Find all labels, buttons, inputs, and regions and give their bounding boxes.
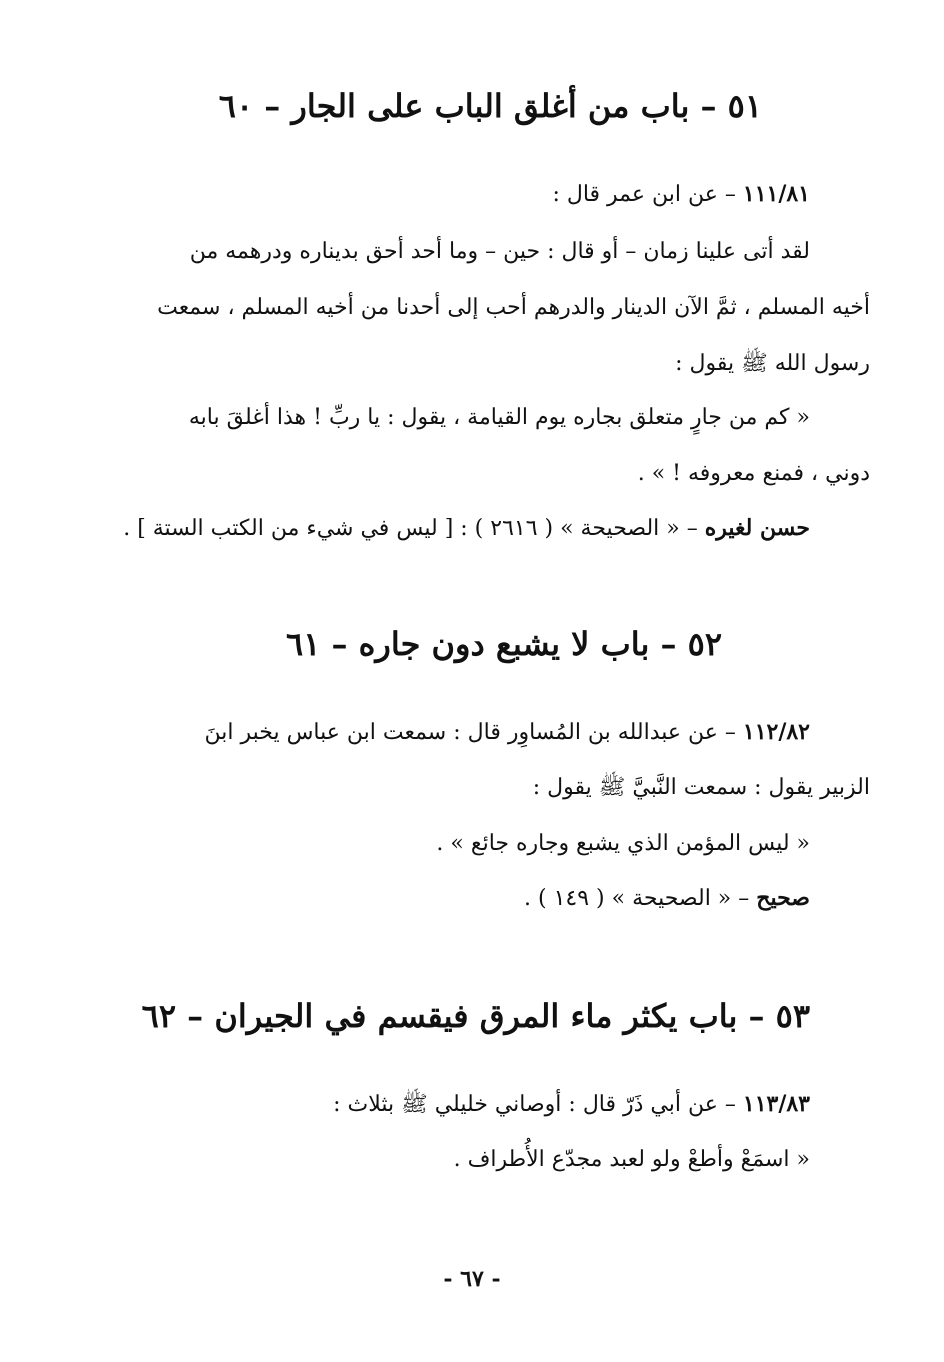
hadith-83-line-1: « اسمَعْ وأطعْ ولو لعبد مجدّع الأُطراف . (453, 1147, 810, 1172)
hadith-81-intro: – عن ابن عمر قال : (552, 182, 736, 207)
hadith-81-line-1: لقد أتى علينا زمان – أو قال : حين – وما أحد أحق بديناره ودرهمه من (189, 239, 810, 264)
hadith-81-number: ١١١/٨١ (742, 181, 810, 207)
hadith-81-grading (123, 512, 810, 545)
grading-text: – « الصحيحة » ( ١٤٩ ) . (524, 886, 750, 911)
hadith-82-intro: – عن عبدالله بن المُساوِر قال : سمعت ابن عباس يخبر ابنَ (204, 720, 736, 745)
chapter-53-title: ٥٣ – باب يكثر ماء المرق فيقسم في الجيران – ٦٢ (141, 997, 810, 1035)
grading-label: صحيح (756, 885, 810, 911)
hadith-83-intro-line (333, 1088, 810, 1121)
hadith-83-intro: – عن أبي ذَرّ قال : أوصاني خليلي ﷺ بثلاث : (333, 1092, 736, 1117)
chapter-51-title: ٥١ – باب من أغلق الباب على الجار – ٦٠ (218, 87, 762, 125)
hadith-82-line-1: الزبير يقول : سمعت النَّبيَّ ﷺ يقول : (532, 775, 870, 800)
hadith-81-intro-line (552, 178, 810, 211)
hadith-82-line-2: « ليس المؤمن الذي يشبع وجاره جائع » . (436, 831, 810, 856)
hadith-82-number: ١١٢/٨٢ (742, 719, 810, 745)
hadith-81-line-4: « كم من جارٍ متعلق بجاره يوم القيامة ، يقول : يا ربِّ ! هذا أغلقَ بابه (188, 405, 810, 430)
hadith-82-grading (524, 882, 810, 915)
chapter-52-title: ٥٢ – باب لا يشبع دون جاره – ٦١ (286, 625, 722, 663)
hadith-81-line-3: رسول الله ﷺ يقول : (675, 351, 870, 376)
grading-label: حسن لغيره (704, 515, 810, 541)
hadith-81-line-5: دوني ، فمنع معروفه ! » . (637, 461, 870, 486)
hadith-81-line-2: أخيه المسلم ، ثمَّ الآن الدينار والدرهم أحب إلى أحدنا من أخيه المسلم ، سمعت (157, 295, 870, 320)
page-number: - ٦٧ - (443, 1266, 501, 1292)
grading-text: – « الصحيحة » ( ٢٦١٦ ) : [ ليس في شيء من الكتب الستة ] . (123, 516, 698, 541)
hadith-83-number: ١١٣/٨٣ (742, 1091, 810, 1117)
hadith-82-intro-line (205, 716, 811, 749)
